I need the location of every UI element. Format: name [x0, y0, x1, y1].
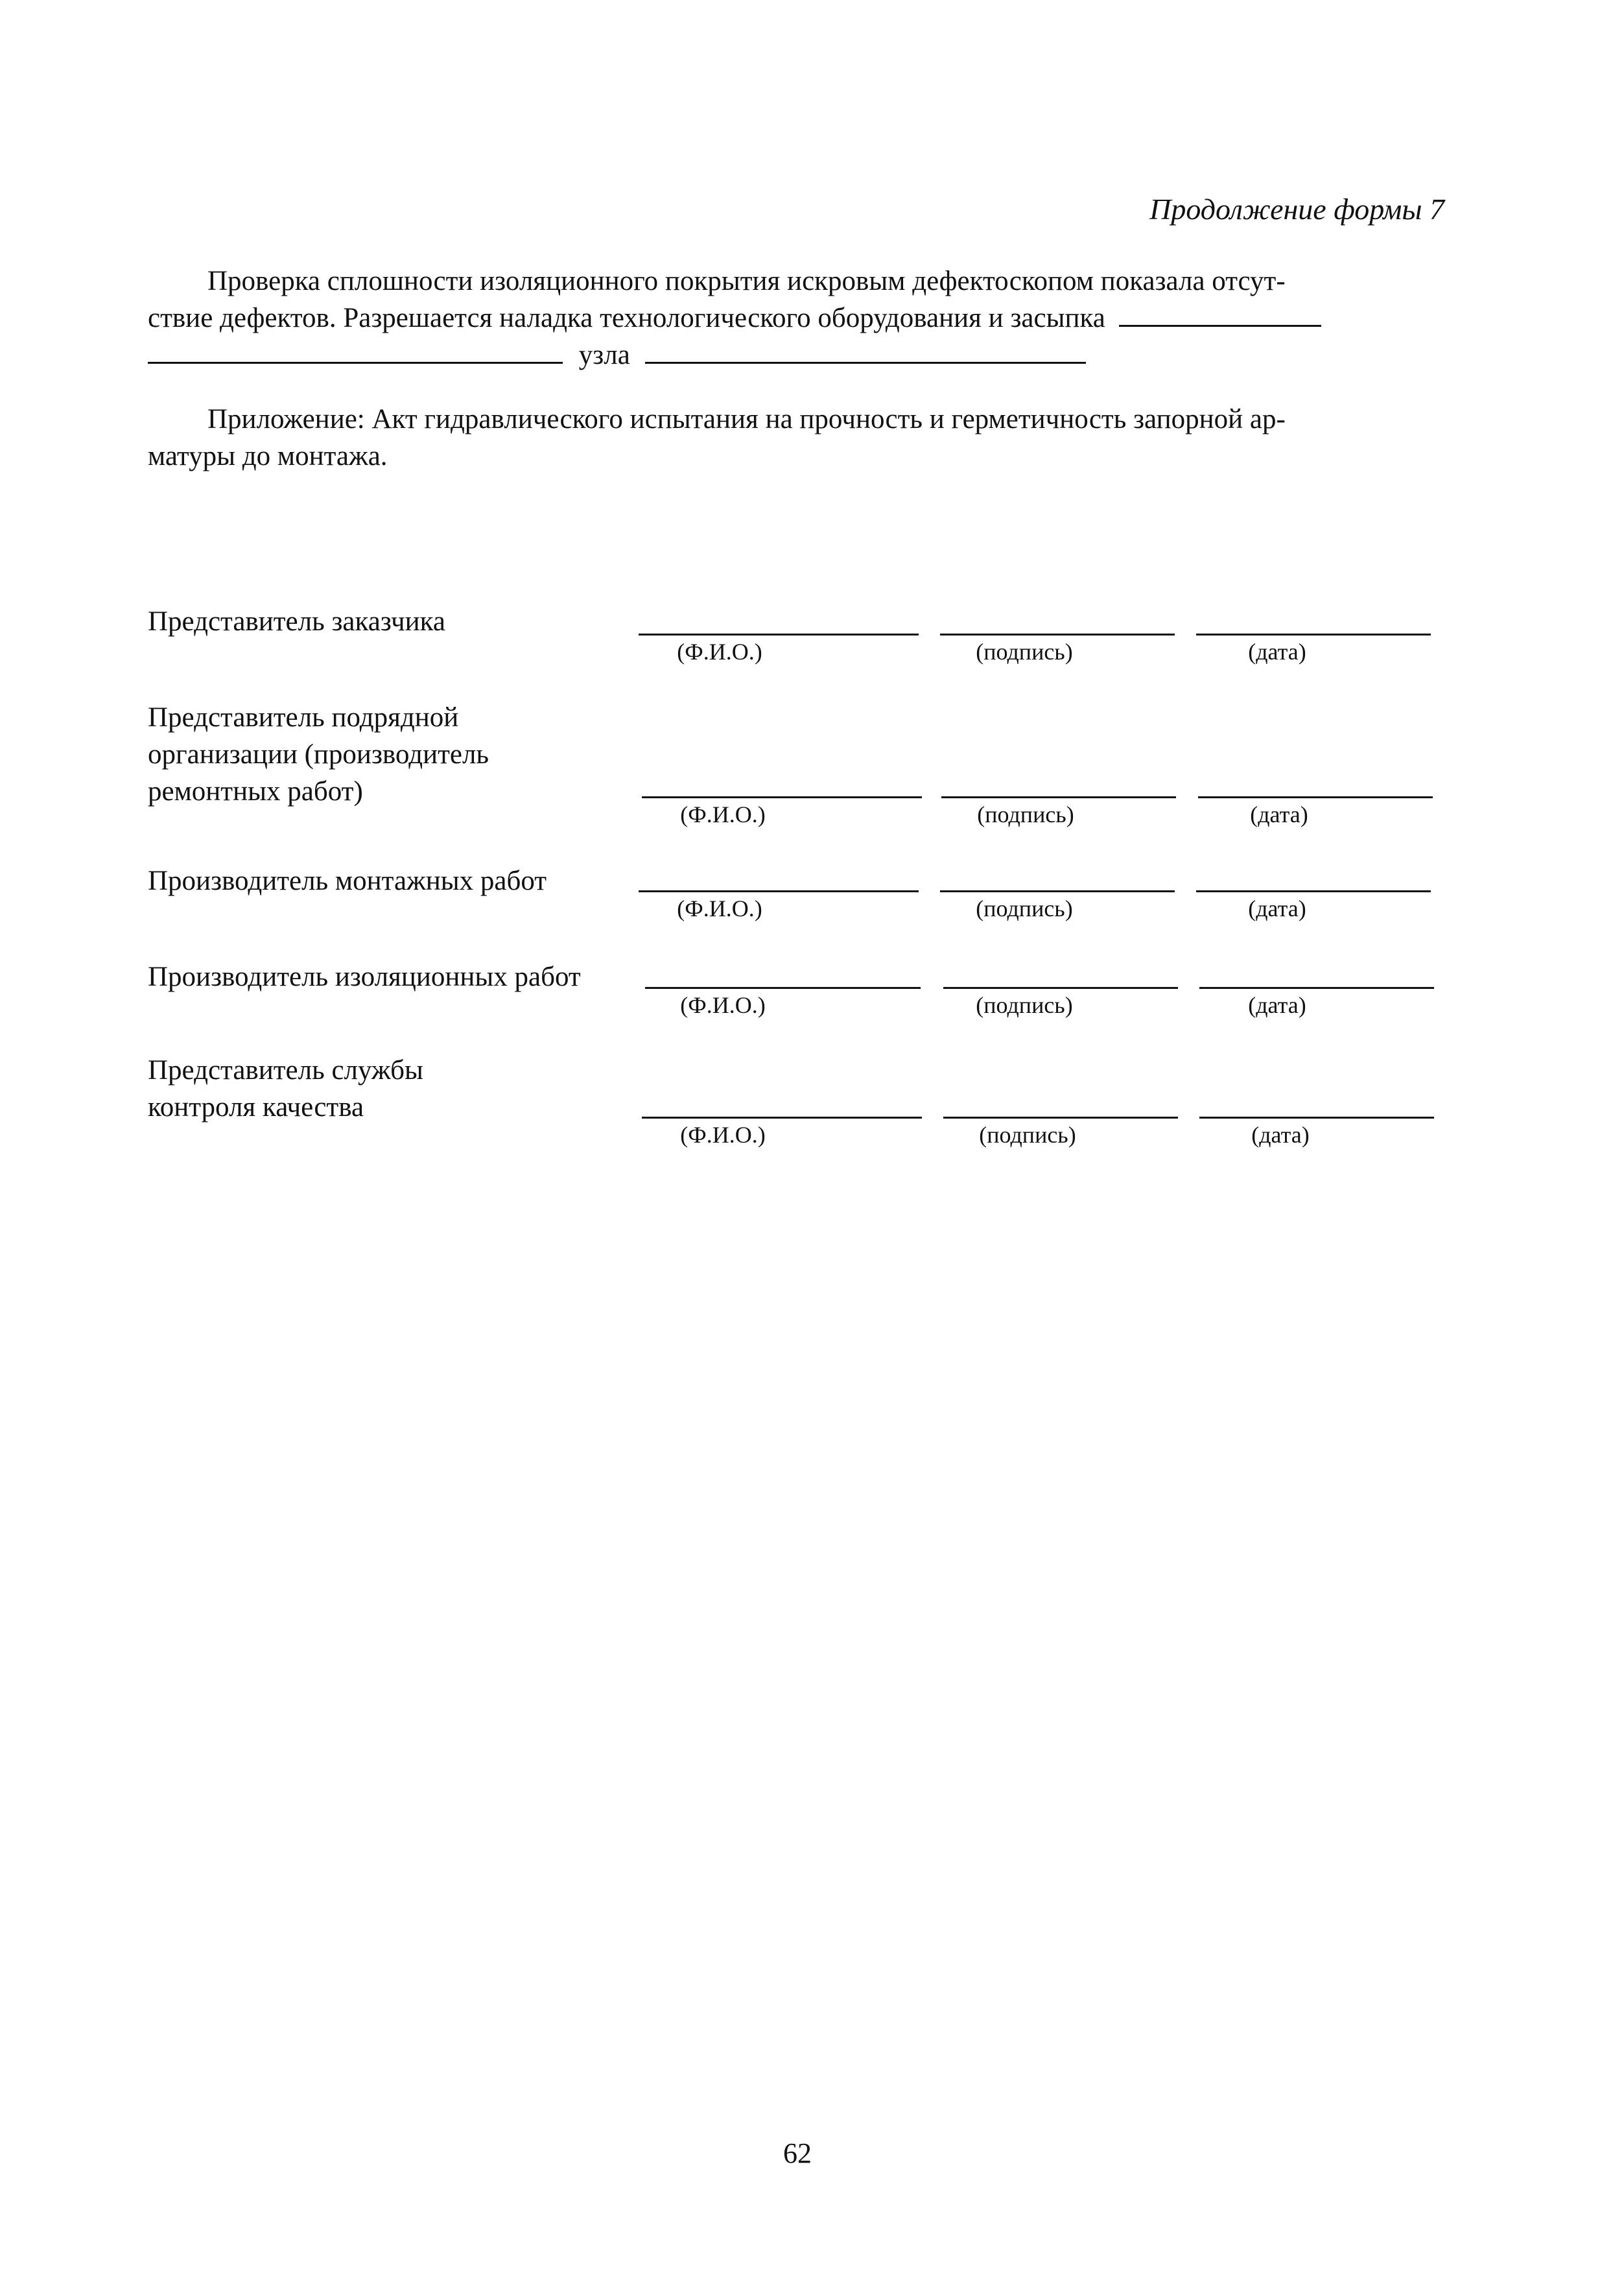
name-signature-line[interactable] [639, 634, 919, 635]
date-caption: (дата) [1250, 802, 1308, 827]
name-caption: (Ф.И.О.) [680, 992, 766, 1018]
signature-label-installation [148, 862, 641, 899]
appendix-paragraph [148, 401, 1444, 479]
sign-signature-line[interactable] [941, 796, 1176, 798]
page-number: 62 [783, 2137, 812, 2169]
sign-caption: (подпись) [976, 896, 1073, 921]
appendix-line-1: Приложение: Акт гидравлического испытания на прочность и герметичность запорной ар- [207, 404, 1286, 434]
name-caption: (Ф.И.О.) [677, 896, 762, 921]
appendix-line-2: матуры до монтажа. [148, 441, 388, 471]
name-signature-line[interactable] [642, 796, 922, 798]
unit-word: узла [578, 340, 630, 370]
signature-label-line: Представитель подрядной [148, 702, 459, 733]
signature-label-line: организации (производитель [148, 739, 489, 770]
date-caption: (дата) [1251, 1122, 1310, 1148]
date-signature-line[interactable] [1196, 634, 1431, 635]
backfill-blank-1[interactable] [1119, 300, 1321, 327]
inspection-line-3-wrap [148, 337, 1086, 374]
date-signature-line[interactable] [1198, 796, 1433, 798]
name-signature-line[interactable] [645, 987, 921, 989]
signature-label-line: ремонтных работ) [148, 776, 363, 807]
date-caption: (дата) [1248, 896, 1306, 921]
name-caption: (Ф.И.О.) [680, 802, 766, 827]
signature-label-line: контроля качества [148, 1092, 364, 1122]
date-signature-line[interactable] [1196, 890, 1431, 892]
inspection-line-2: ствие дефектов. Разрешается наладка технологического оборудования и засыпка [148, 303, 1105, 333]
unit-blank[interactable] [645, 337, 1086, 364]
signature-label-line: Представитель заказчика [148, 606, 445, 637]
form-continuation-header: Продолжение формы 7 [1149, 193, 1444, 226]
signature-label-customer [148, 603, 641, 640]
sign-caption: (подпись) [979, 1122, 1076, 1148]
date-signature-line[interactable] [1199, 987, 1434, 989]
inspection-line-2-wrap [148, 300, 1321, 337]
name-caption: (Ф.И.О.) [677, 639, 762, 665]
signature-label-line: Производитель монтажных работ [148, 866, 547, 896]
name-signature-line[interactable] [642, 1117, 922, 1119]
sign-signature-line[interactable] [943, 1117, 1178, 1119]
signature-label-line: Производитель изоляционных работ [148, 962, 581, 992]
date-signature-line[interactable] [1199, 1117, 1434, 1119]
signature-label-quality-control [148, 1052, 641, 1126]
inspection-paragraph [148, 263, 1444, 379]
date-caption: (дата) [1248, 639, 1306, 665]
sign-caption: (подпись) [976, 639, 1073, 665]
signature-label-insulation [148, 958, 641, 995]
backfill-blank-2[interactable] [148, 337, 563, 364]
name-signature-line[interactable] [639, 890, 919, 892]
inspection-line-1: Проверка сплошности изоляционного покрытия искровым дефектоскопом показала отсут- [207, 266, 1286, 296]
sign-signature-line[interactable] [940, 634, 1175, 635]
sign-signature-line[interactable] [940, 890, 1175, 892]
sign-caption: (подпись) [976, 992, 1073, 1018]
date-caption: (дата) [1248, 992, 1306, 1018]
sign-caption: (подпись) [977, 802, 1074, 827]
name-caption: (Ф.И.О.) [680, 1122, 766, 1148]
sign-signature-line[interactable] [943, 987, 1178, 989]
signature-label-contractor [148, 699, 641, 810]
signature-label-line: Представитель службы [148, 1055, 423, 1086]
